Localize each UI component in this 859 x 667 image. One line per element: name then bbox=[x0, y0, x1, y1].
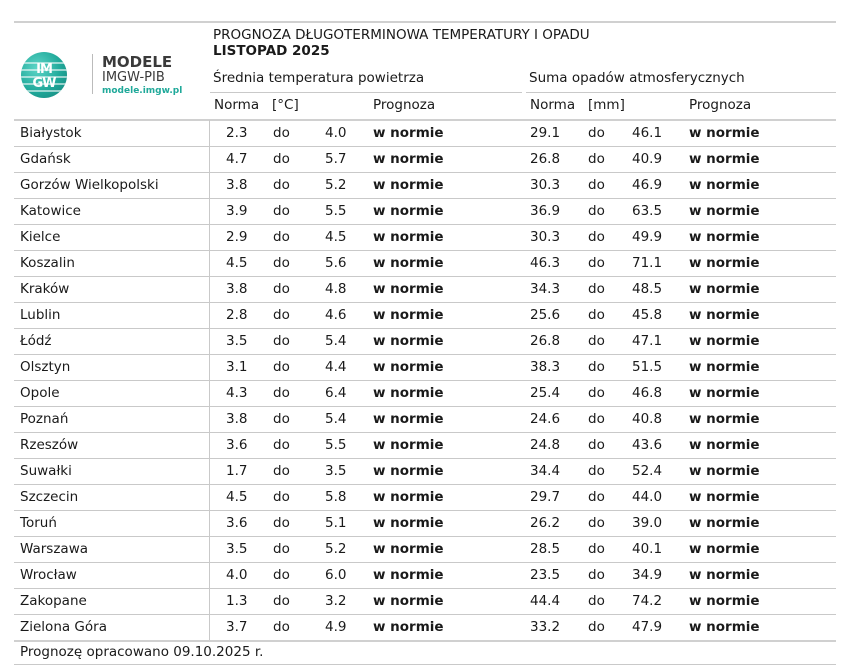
col-header-prec-forecast: Prognoza bbox=[689, 97, 752, 113]
prec-norm-from: 29.7 bbox=[530, 489, 561, 505]
prec-norm-from: 34.3 bbox=[530, 281, 561, 297]
col-header-prec-unit: [mm] bbox=[588, 97, 625, 113]
prec-norm-from: 25.4 bbox=[530, 385, 561, 401]
prec-norm-to: 52.4 bbox=[632, 463, 663, 479]
prec-norm-separator: do bbox=[588, 411, 605, 427]
temp-norm-from: 3.8 bbox=[226, 281, 248, 297]
temp-norm-separator: do bbox=[273, 411, 290, 427]
city-name: Zakopane bbox=[20, 593, 87, 609]
prec-norm-from: 34.4 bbox=[530, 463, 561, 479]
prec-forecast: w normie bbox=[689, 125, 760, 141]
prec-forecast: w normie bbox=[689, 333, 760, 349]
footer-rule bbox=[14, 640, 836, 642]
temp-forecast: w normie bbox=[373, 359, 444, 375]
prec-norm-to: 43.6 bbox=[632, 437, 663, 453]
temp-norm-to: 4.8 bbox=[325, 281, 347, 297]
city-name: Opole bbox=[20, 385, 60, 401]
row-divider bbox=[14, 484, 836, 485]
col-header-temp-forecast: Prognoza bbox=[373, 97, 436, 113]
temp-norm-separator: do bbox=[273, 619, 290, 635]
temp-forecast: w normie bbox=[373, 307, 444, 323]
temp-forecast: w normie bbox=[373, 151, 444, 167]
city-name: Szczecin bbox=[20, 489, 79, 505]
prec-norm-separator: do bbox=[588, 359, 605, 375]
prec-norm-to: 71.1 bbox=[632, 255, 663, 271]
prec-norm-separator: do bbox=[588, 125, 605, 141]
city-name: Kielce bbox=[20, 229, 61, 245]
temp-norm-separator: do bbox=[273, 281, 290, 297]
temp-forecast: w normie bbox=[373, 593, 444, 609]
city-name: Suwałki bbox=[20, 463, 72, 479]
temp-forecast: w normie bbox=[373, 463, 444, 479]
prec-norm-to: 40.9 bbox=[632, 151, 663, 167]
prec-norm-to: 34.9 bbox=[632, 567, 663, 583]
temp-forecast: w normie bbox=[373, 255, 444, 271]
prec-forecast: w normie bbox=[689, 619, 760, 635]
temp-norm-to: 5.7 bbox=[325, 151, 347, 167]
city-name: Lublin bbox=[20, 307, 61, 323]
temp-norm-separator: do bbox=[273, 515, 290, 531]
prec-forecast: w normie bbox=[689, 567, 760, 583]
prec-norm-to: 47.1 bbox=[632, 333, 663, 349]
col-header-prec-norm: Norma bbox=[530, 97, 576, 113]
temp-forecast: w normie bbox=[373, 489, 444, 505]
temp-norm-to: 4.9 bbox=[325, 619, 347, 635]
temp-forecast: w normie bbox=[373, 567, 444, 583]
prec-norm-from: 24.8 bbox=[530, 437, 561, 453]
temp-norm-from: 2.3 bbox=[226, 125, 248, 141]
prec-norm-to: 39.0 bbox=[632, 515, 663, 531]
temp-norm-to: 4.6 bbox=[325, 307, 347, 323]
prec-norm-separator: do bbox=[588, 177, 605, 193]
prec-norm-from: 26.8 bbox=[530, 333, 561, 349]
temp-norm-from: 1.3 bbox=[226, 593, 248, 609]
temp-norm-to: 3.5 bbox=[325, 463, 347, 479]
logo-url: modele.imgw.pl bbox=[102, 86, 183, 96]
prec-norm-to: 44.0 bbox=[632, 489, 663, 505]
prec-norm-separator: do bbox=[588, 203, 605, 219]
temp-norm-separator: do bbox=[273, 177, 290, 193]
prec-norm-separator: do bbox=[588, 489, 605, 505]
page-subtitle: LISTOPAD 2025 bbox=[213, 43, 330, 59]
temp-norm-from: 3.7 bbox=[226, 619, 248, 635]
temp-norm-from: 3.6 bbox=[226, 515, 248, 531]
page-title: PROGNOZA DŁUGOTERMINOWA TEMPERATURY I OPADU bbox=[213, 27, 590, 43]
temp-norm-separator: do bbox=[273, 229, 290, 245]
prec-norm-from: 38.3 bbox=[530, 359, 561, 375]
city-name: Rzeszów bbox=[20, 437, 79, 453]
prec-norm-separator: do bbox=[588, 567, 605, 583]
city-name: Warszawa bbox=[20, 541, 89, 557]
temp-norm-separator: do bbox=[273, 151, 290, 167]
temp-norm-from: 3.1 bbox=[226, 359, 248, 375]
city-name: Kraków bbox=[20, 281, 70, 297]
row-divider bbox=[14, 302, 836, 303]
temp-forecast: w normie bbox=[373, 619, 444, 635]
top-rule bbox=[14, 21, 836, 23]
city-name: Koszalin bbox=[20, 255, 75, 271]
temp-norm-to: 4.0 bbox=[325, 125, 347, 141]
temp-forecast: w normie bbox=[373, 177, 444, 193]
temp-norm-to: 4.4 bbox=[325, 359, 347, 375]
temp-forecast: w normie bbox=[373, 385, 444, 401]
city-name: Olsztyn bbox=[20, 359, 71, 375]
prec-norm-separator: do bbox=[588, 281, 605, 297]
row-divider bbox=[14, 510, 836, 511]
temp-norm-to: 3.2 bbox=[325, 593, 347, 609]
temp-norm-to: 5.2 bbox=[325, 541, 347, 557]
row-divider bbox=[14, 224, 836, 225]
city-name: Wrocław bbox=[20, 567, 77, 583]
temp-norm-to: 4.5 bbox=[325, 229, 347, 245]
prec-norm-to: 48.5 bbox=[632, 281, 663, 297]
temp-norm-separator: do bbox=[273, 463, 290, 479]
temp-norm-to: 5.1 bbox=[325, 515, 347, 531]
prec-forecast: w normie bbox=[689, 541, 760, 557]
logo-name: MODELE bbox=[102, 53, 173, 71]
city-name: Gorzów Wielkopolski bbox=[20, 177, 159, 193]
prec-norm-from: 44.4 bbox=[530, 593, 561, 609]
temp-norm-to: 5.8 bbox=[325, 489, 347, 505]
temp-forecast: w normie bbox=[373, 411, 444, 427]
temp-norm-from: 3.8 bbox=[226, 177, 248, 193]
prec-norm-to: 63.5 bbox=[632, 203, 663, 219]
temp-norm-separator: do bbox=[273, 489, 290, 505]
col-header-temp-unit: [°C] bbox=[272, 97, 299, 113]
temp-forecast: w normie bbox=[373, 203, 444, 219]
prec-forecast: w normie bbox=[689, 411, 760, 427]
prec-forecast: w normie bbox=[689, 385, 760, 401]
temp-norm-to: 5.4 bbox=[325, 333, 347, 349]
prec-norm-separator: do bbox=[588, 255, 605, 271]
row-divider bbox=[14, 432, 836, 433]
prec-forecast: w normie bbox=[689, 229, 760, 245]
temp-norm-from: 3.6 bbox=[226, 437, 248, 453]
prec-norm-to: 51.5 bbox=[632, 359, 663, 375]
prec-forecast: w normie bbox=[689, 593, 760, 609]
temp-norm-to: 6.4 bbox=[325, 385, 347, 401]
city-name: Białystok bbox=[20, 125, 82, 141]
prec-forecast: w normie bbox=[689, 177, 760, 193]
temp-norm-from: 2.8 bbox=[226, 307, 248, 323]
temp-norm-separator: do bbox=[273, 307, 290, 323]
header-rule bbox=[14, 119, 836, 121]
temp-norm-separator: do bbox=[273, 203, 290, 219]
temp-norm-from: 3.8 bbox=[226, 411, 248, 427]
prec-norm-separator: do bbox=[588, 437, 605, 453]
temp-norm-from: 3.9 bbox=[226, 203, 248, 219]
prec-norm-separator: do bbox=[588, 593, 605, 609]
prec-forecast: w normie bbox=[689, 437, 760, 453]
logo-subtitle: IMGW-PIB bbox=[102, 70, 165, 85]
prec-norm-to: 46.8 bbox=[632, 385, 663, 401]
row-divider bbox=[14, 172, 836, 173]
prec-norm-separator: do bbox=[588, 151, 605, 167]
row-divider bbox=[14, 458, 836, 459]
prec-norm-from: 25.6 bbox=[530, 307, 561, 323]
temp-norm-separator: do bbox=[273, 437, 290, 453]
city-name: Poznań bbox=[20, 411, 69, 427]
group-rule-temperature bbox=[210, 92, 522, 93]
prec-forecast: w normie bbox=[689, 463, 760, 479]
city-name: Toruń bbox=[20, 515, 57, 531]
temp-norm-to: 5.5 bbox=[325, 203, 347, 219]
prec-norm-from: 29.1 bbox=[530, 125, 561, 141]
temp-forecast: w normie bbox=[373, 515, 444, 531]
temp-norm-separator: do bbox=[273, 541, 290, 557]
prec-forecast: w normie bbox=[689, 203, 760, 219]
prec-norm-to: 46.1 bbox=[632, 125, 663, 141]
col-header-temp-norm: Norma bbox=[214, 97, 260, 113]
row-divider bbox=[14, 354, 836, 355]
imgw-logo bbox=[18, 50, 183, 98]
prec-norm-to: 74.2 bbox=[632, 593, 663, 609]
prec-norm-from: 33.2 bbox=[530, 619, 561, 635]
prec-norm-separator: do bbox=[588, 515, 605, 531]
prec-norm-to: 46.9 bbox=[632, 177, 663, 193]
temp-forecast: w normie bbox=[373, 333, 444, 349]
temp-norm-from: 4.0 bbox=[226, 567, 248, 583]
temp-norm-from: 2.9 bbox=[226, 229, 248, 245]
row-divider bbox=[14, 406, 836, 407]
temp-norm-separator: do bbox=[273, 385, 290, 401]
temp-forecast: w normie bbox=[373, 281, 444, 297]
prec-norm-from: 46.3 bbox=[530, 255, 561, 271]
prec-forecast: w normie bbox=[689, 151, 760, 167]
imgw-logo-mark: IM bbox=[36, 62, 52, 77]
imgw-logo-mark-2: GW bbox=[32, 76, 56, 91]
temp-norm-to: 5.2 bbox=[325, 177, 347, 193]
prec-norm-separator: do bbox=[588, 307, 605, 323]
prec-norm-to: 49.9 bbox=[632, 229, 663, 245]
row-divider bbox=[14, 198, 836, 199]
row-divider bbox=[14, 562, 836, 563]
prec-norm-separator: do bbox=[588, 463, 605, 479]
temp-norm-separator: do bbox=[273, 567, 290, 583]
temp-norm-from: 3.5 bbox=[226, 541, 248, 557]
temp-norm-to: 5.6 bbox=[325, 255, 347, 271]
city-name: Zielona Góra bbox=[20, 619, 107, 635]
prec-norm-to: 40.8 bbox=[632, 411, 663, 427]
temp-forecast: w normie bbox=[373, 437, 444, 453]
temp-forecast: w normie bbox=[373, 229, 444, 245]
temp-norm-from: 4.3 bbox=[226, 385, 248, 401]
temp-norm-from: 4.5 bbox=[226, 489, 248, 505]
prec-norm-to: 40.1 bbox=[632, 541, 663, 557]
bottom-rule bbox=[14, 664, 836, 665]
temp-norm-from: 4.5 bbox=[226, 255, 248, 271]
prec-norm-from: 36.9 bbox=[530, 203, 561, 219]
city-name: Łódź bbox=[20, 333, 52, 349]
temp-norm-to: 5.5 bbox=[325, 437, 347, 453]
prec-norm-from: 23.5 bbox=[530, 567, 561, 583]
prec-norm-separator: do bbox=[588, 619, 605, 635]
prec-norm-from: 30.3 bbox=[530, 177, 561, 193]
prec-norm-from: 30.3 bbox=[530, 229, 561, 245]
row-divider bbox=[14, 276, 836, 277]
prec-forecast: w normie bbox=[689, 359, 760, 375]
group-header-precipitation: Suma opadów atmosferycznych bbox=[529, 70, 745, 86]
prec-forecast: w normie bbox=[689, 515, 760, 531]
row-divider bbox=[14, 380, 836, 381]
prec-norm-from: 28.5 bbox=[530, 541, 561, 557]
temp-norm-from: 3.5 bbox=[226, 333, 248, 349]
temp-forecast: w normie bbox=[373, 125, 444, 141]
row-divider bbox=[14, 536, 836, 537]
temp-norm-to: 6.0 bbox=[325, 567, 347, 583]
row-divider bbox=[14, 250, 836, 251]
row-divider bbox=[14, 614, 836, 615]
prec-forecast: w normie bbox=[689, 281, 760, 297]
prec-forecast: w normie bbox=[689, 307, 760, 323]
group-rule-precipitation bbox=[526, 92, 836, 93]
prec-norm-from: 26.8 bbox=[530, 151, 561, 167]
prec-norm-to: 47.9 bbox=[632, 619, 663, 635]
temp-norm-separator: do bbox=[273, 593, 290, 609]
temp-norm-from: 4.7 bbox=[226, 151, 248, 167]
group-header-temperature: Średnia temperatura powietrza bbox=[213, 70, 425, 86]
prec-norm-to: 45.8 bbox=[632, 307, 663, 323]
temp-norm-separator: do bbox=[273, 255, 290, 271]
temp-norm-separator: do bbox=[273, 125, 290, 141]
temp-norm-separator: do bbox=[273, 333, 290, 349]
temp-forecast: w normie bbox=[373, 541, 444, 557]
footer-note: Prognozę opracowano 09.10.2025 r. bbox=[20, 644, 264, 660]
prec-norm-separator: do bbox=[588, 333, 605, 349]
row-divider bbox=[14, 328, 836, 329]
prec-forecast: w normie bbox=[689, 255, 760, 271]
prec-norm-separator: do bbox=[588, 229, 605, 245]
prec-norm-from: 26.2 bbox=[530, 515, 561, 531]
temp-norm-separator: do bbox=[273, 359, 290, 375]
prec-forecast: w normie bbox=[689, 489, 760, 505]
temp-norm-to: 5.4 bbox=[325, 411, 347, 427]
city-name: Katowice bbox=[20, 203, 81, 219]
prec-norm-from: 24.6 bbox=[530, 411, 561, 427]
prec-norm-separator: do bbox=[588, 385, 605, 401]
prec-norm-separator: do bbox=[588, 541, 605, 557]
row-divider bbox=[14, 146, 836, 147]
temp-norm-from: 1.7 bbox=[226, 463, 248, 479]
city-name: Gdańsk bbox=[20, 151, 71, 167]
row-divider bbox=[14, 588, 836, 589]
